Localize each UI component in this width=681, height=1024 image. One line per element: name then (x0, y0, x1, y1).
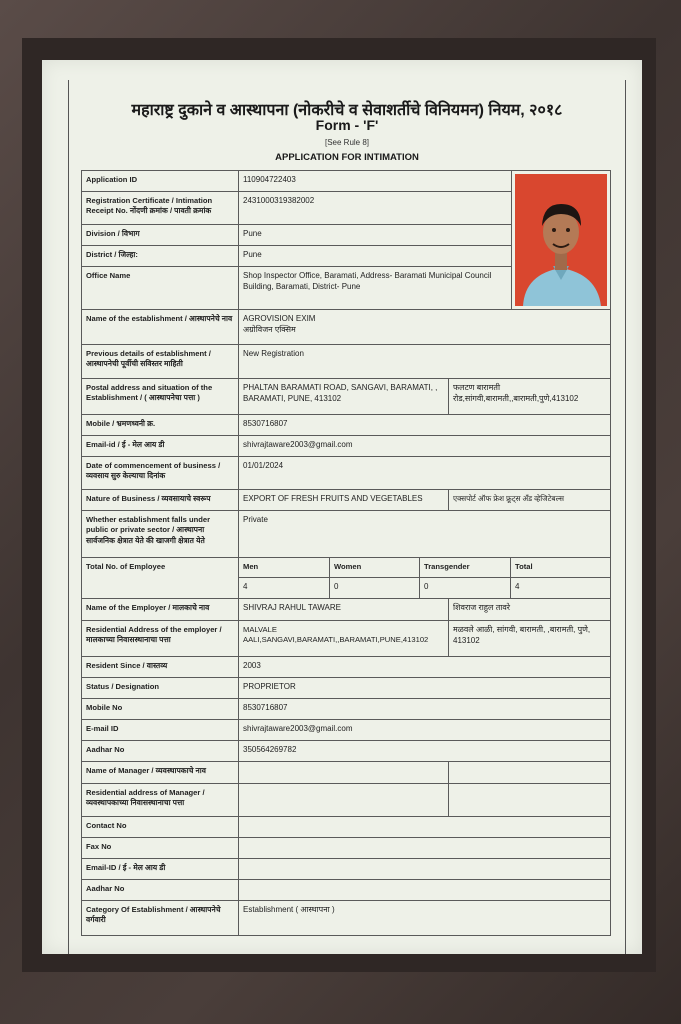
label-fax-no: Fax No (81, 837, 239, 859)
value-employer-name-marathi: शिवराज राहुल तावरे (448, 598, 611, 621)
value-mobile-no: 8530716807 (238, 698, 611, 720)
form-title: Form - 'F' (315, 117, 379, 133)
value-previous-details: New Registration (238, 344, 611, 379)
label-contact-no: Contact No (81, 816, 239, 838)
value-total: 4 (510, 577, 611, 599)
header-women: Women (329, 557, 420, 578)
value-aadhar: 350564269782 (238, 740, 611, 762)
value-registration: 2431000319382002 (238, 191, 512, 225)
label-division: Division / विभाग (81, 224, 239, 246)
value-transgender: 0 (419, 577, 511, 599)
label-commencement: Date of commencement of business / व्यवसाय सुरु केल्याचा दिनांक (81, 456, 239, 490)
label-manager-address: Residential address of Manager / व्यवस्थापकाच्या निवासस्थानाचा पत्ता (81, 783, 239, 817)
value-nature-business: EXPORT OF FRESH FRUITS AND VEGETABLES (238, 489, 449, 511)
value-women: 0 (329, 577, 420, 599)
label-district: District / जिल्हा: (81, 245, 239, 267)
label-employer-name: Name of the Employer / मालकाचे नाव (81, 598, 239, 621)
label-mobile-no: Mobile No (81, 698, 239, 720)
label-sector: Whether establishment falls under public or private sector / आस्थापना सार्वजनिक क्षेत्रात येते की खाजगी क्षेत्रात येते (81, 510, 239, 558)
value-manager-name (238, 761, 449, 784)
value-postal-address: PHALTAN BARAMATI ROAD, SANGAVI, BARAMATI, , BARAMATI, PUNE, 413102 (238, 378, 449, 415)
value-establishment (238, 309, 611, 345)
value-nature-business-marathi: एक्सपोर्ट ऑफ फ्रेश फ्रूट्स अँड व्हेजिटेबल्स (448, 489, 611, 511)
label-email: Email-id / ई - मेल आय डी (81, 435, 239, 457)
form-sheet (68, 80, 626, 954)
value-fax-no (238, 837, 611, 859)
value-contact-no (238, 816, 611, 838)
label-total-employees: Total No. of Employee (81, 557, 239, 599)
applicant-photo (511, 170, 611, 310)
header-transgender: Transgender (419, 557, 511, 578)
value-manager-name-marathi (448, 761, 611, 784)
value-email-id: shivrajtaware2003@gmail.com (238, 719, 611, 741)
label-manager-aadhar: Aadhar No (81, 879, 239, 901)
label-establishment: Name of the establishment / आस्थापनेचे नाव (81, 309, 239, 345)
value-manager-aadhar (238, 879, 611, 901)
label-manager-email: Email-ID / ई - मेल आय डी (81, 858, 239, 880)
value-mobile: 8530716807 (238, 414, 611, 436)
label-category: Category Of Establishment / आस्थापनेचे वर्गवारी (81, 900, 239, 936)
value-manager-address (238, 783, 449, 817)
value-manager-email (238, 858, 611, 880)
header-men: Men (238, 557, 330, 578)
label-manager-name: Name of Manager / व्यवस्थापकाचे नाव (81, 761, 239, 784)
value-employer-name: SHIVRAJ RAHUL TAWARE (238, 598, 449, 621)
label-registration: Registration Certificate / Intimation Receipt No. नोंदणी क्रमांक / पावती क्रमांक (81, 191, 239, 225)
label-resident-since: Resident Since / वास्तव्य (81, 656, 239, 678)
label-postal-address: Postal address and situation of the Establishment / ( आस्थापनेचा पत्ता ) (81, 378, 239, 415)
label-mobile: Mobile / भ्रमणध्वनी क्र. (81, 414, 239, 436)
label-aadhar: Aadhar No (81, 740, 239, 762)
value-status: PROPRIETOR (238, 677, 611, 699)
label-nature-business: Nature of Business / व्यवसायाचे स्वरूप (81, 489, 239, 511)
value-category: Establishment ( आस्थापना ) (238, 900, 611, 936)
label-email-id: E-mail ID (81, 719, 239, 741)
value-manager-address-marathi (448, 783, 611, 817)
value-sector: Private (238, 510, 611, 558)
value-commencement: 01/01/2024 (238, 456, 611, 490)
value-resident-since: 2003 (238, 656, 611, 678)
application-title: APPLICATION FOR INTIMATION (275, 152, 419, 163)
value-application-id: 110904722403 (238, 170, 512, 192)
establishment-name-en: AGROVISION EXIM (243, 314, 316, 323)
label-office-name: Office Name (81, 266, 239, 310)
value-men: 4 (238, 577, 330, 599)
header-total: Total (510, 557, 611, 578)
value-district: Pune (238, 245, 512, 267)
value-residential-address-marathi: मळवले आळी, सांगवी, बारामती, ,बारामती, पुणे, 413102 (448, 620, 611, 657)
label-previous-details: Previous details of establishment / आस्थापनेची पूर्वीची सविस्तर माहिती (81, 344, 239, 379)
value-residential-address: MALVALE AALI,SANGAVI,BARAMATI,,BARAMATI,PUNE,413102 (238, 620, 449, 657)
value-division: Pune (238, 224, 512, 246)
establishment-name-mr: अग्रोविजन एक्सिम (243, 324, 296, 334)
see-rule: [See Rule 8] (324, 138, 370, 147)
label-residential-address: Residential Address of the employer / मालकाच्या निवासस्थानाचा पत्ता (81, 620, 239, 657)
value-postal-address-marathi: फलटण बारामती रोड,सांगवी,बारामती,,बारामती,पुणे,413102 (448, 378, 611, 415)
label-application-id: Application ID (81, 170, 239, 192)
label-status: Status / Designation (81, 677, 239, 699)
title-marathi: महाराष्ट्र दुकाने व आस्थापना (नोकरीचे व सेवाशर्तीचे विनियमन) नियम, २०१८ (131, 102, 563, 119)
form-document (42, 60, 642, 954)
applicant-photo-image (515, 174, 607, 306)
value-email: shivrajtaware2003@gmail.com (238, 435, 611, 457)
value-office-name: Shop Inspector Office, Baramati, Address- Baramati Municipal Council Building, Baramati, District- Pune (238, 266, 512, 310)
